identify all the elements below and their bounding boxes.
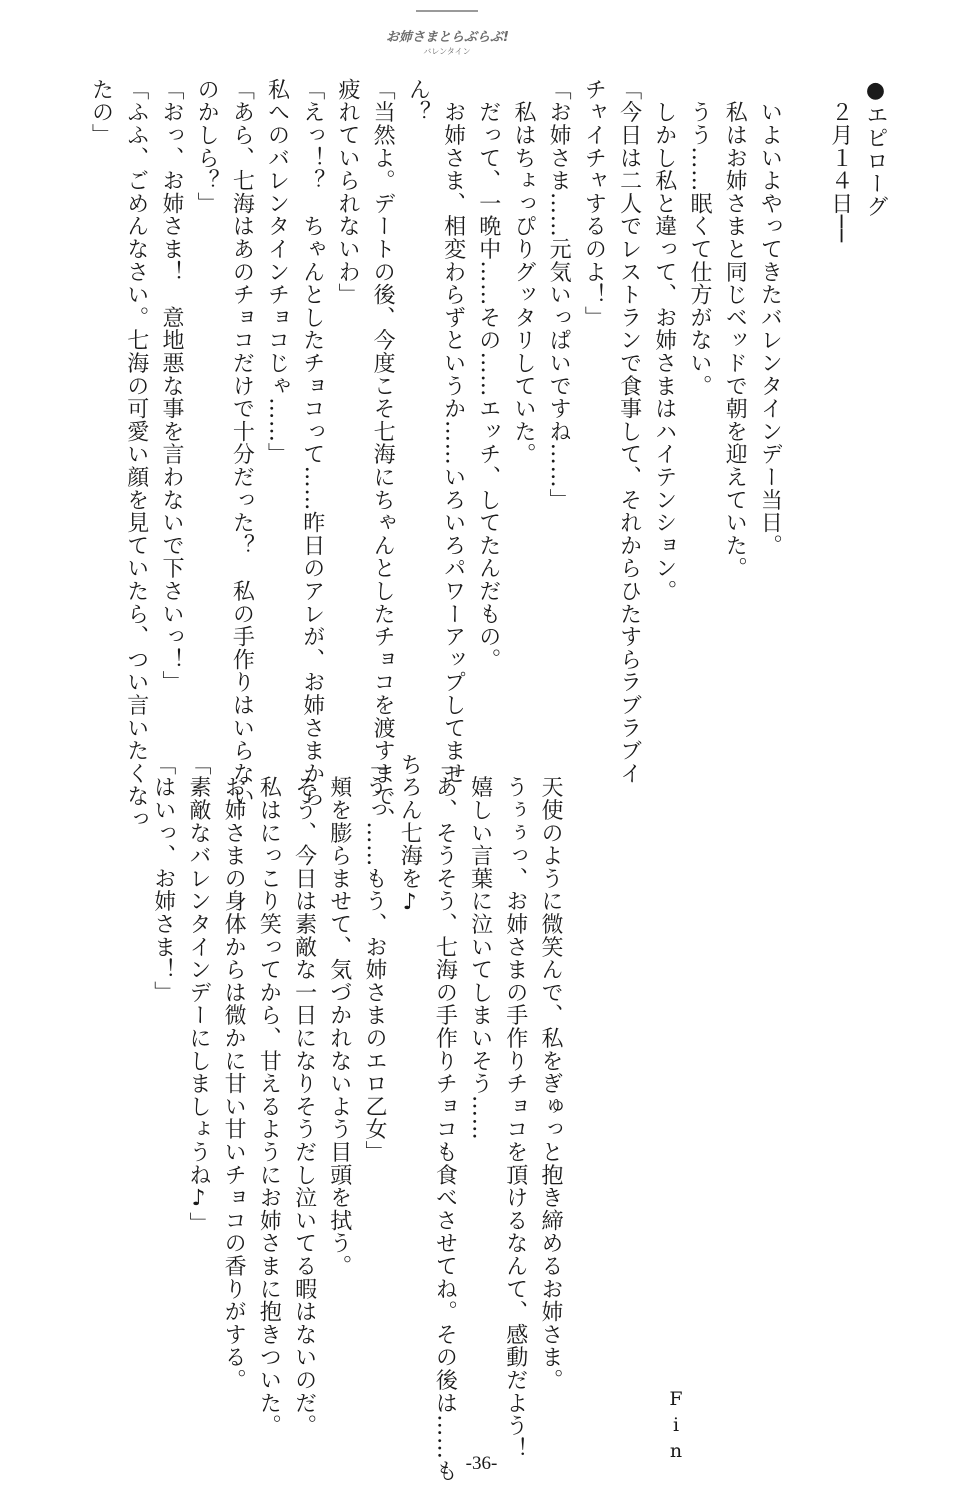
header-rule	[416, 10, 478, 12]
text-column: 天使のように微笑んで、私をぎゅっと抱き締めるお姉さま。	[538, 753, 563, 1392]
text-column: 私はちょっぴりグッタリしていた。	[510, 78, 536, 466]
text-column: 「えっ！？ ちゃんとしたチョコって……昨日のアレが、お姉さまから	[299, 78, 325, 808]
text-column: たの」	[88, 78, 114, 147]
book-logo	[386, 26, 508, 66]
text-column: うう……眠くて仕方がない。	[686, 78, 712, 398]
text-column: ●エピローグ	[863, 78, 888, 218]
text-column: 嬉しい言葉に泣いてしまいそう……	[467, 753, 493, 1141]
text-column: 「当然よ。デートの後、今度こそ七海にちゃんとしたチョコを渡すまで、	[370, 78, 396, 831]
text-column: ちろん七海を♪	[397, 753, 423, 916]
fin-mark: Fin	[665, 1388, 687, 1466]
text-column: お姉さま、相変わらずというか……いろいろパワーアップしてませ	[440, 78, 466, 785]
text-column: チャイチャするのよ！」	[581, 78, 607, 329]
text-column: 私はお姉さまと同じベッドで朝を迎えていた。	[722, 78, 748, 580]
text-column	[787, 78, 822, 778]
upper-text-block	[83, 78, 893, 831]
text-column: 頬を膨らませて、気づかれないよう目頭を拭う。	[326, 753, 352, 1278]
text-column: 「今日は二人でレストランで食事して、それからひたすらラブラブイ	[616, 78, 642, 785]
text-column: 私はにっこり笑ってから、甘えるようにお姉さまに抱きついた。	[256, 753, 282, 1437]
text-column: 疲れていられないわ」	[334, 78, 360, 306]
text-column: 「うっ……もう、お姉さまのエロ乙女」	[361, 753, 387, 1164]
text-column: 「あら、七海はあのチョコだけで十分だった？ 私の手作りはいらない	[229, 78, 255, 808]
logo-title: お姉さまとらぶらぶ!	[386, 30, 509, 45]
text-column: ２月１４日──	[827, 78, 853, 243]
text-column: 「素敵なバレンタインデーにしましょうね♪」	[185, 753, 211, 1235]
text-column: お姉さまの身体からは微かに甘い甘いチョコの香りがする。	[221, 753, 247, 1392]
text-column: 「あ、そうそう、七海の手作りチョコも食べさせてね。その後は……も	[432, 753, 458, 1483]
text-column: いよいよやってきたバレンタインデー当日。	[757, 78, 783, 557]
text-column: ん？	[405, 78, 431, 124]
text-column: しかし私と違って、お姉さまはハイテンション。	[651, 78, 677, 603]
page-number: -36-	[465, 1453, 498, 1474]
text-column: そう、今日は素敵な一日になりそうだし泣いてる暇はないのだ。	[291, 753, 317, 1437]
text-column: うぅぅっ、お姉さまの手作りチョコを頂けるなんて、感動だよう！	[502, 753, 528, 1460]
text-column: 「はいっ、お姉さま！」	[150, 753, 176, 1004]
logo-subtitle: バレンタイン	[423, 47, 471, 56]
text-column: だって、一晩中……その……エッチ、してたんだもの。	[475, 78, 501, 671]
text-column: 「お姉さま……元気いっぱいですね……」	[546, 78, 572, 512]
text-column: のかしら？」	[194, 78, 220, 215]
text-column: 「おっ、お姉さま！ 意地悪な事を言わないで下さいっ！」	[158, 78, 184, 694]
text-column: 「ふふ、ごめんなさい。七海の可愛い顔を見ていたら、つい言いたくなっ	[123, 78, 149, 831]
text-column: 私へのバレンタインチョコじゃ……」	[264, 78, 290, 466]
